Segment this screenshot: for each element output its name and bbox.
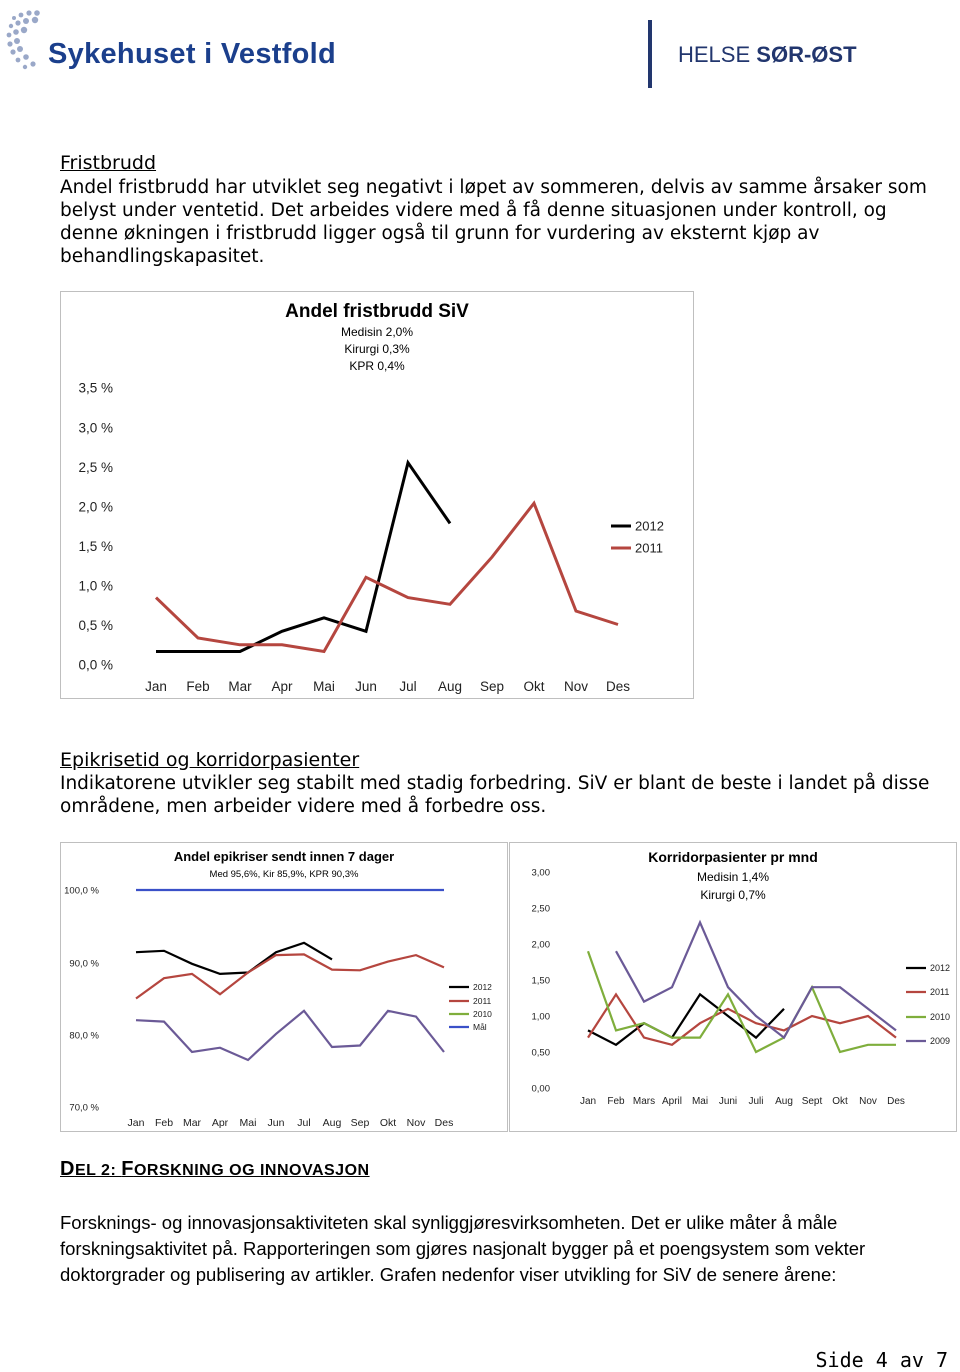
x-tick-label: Mai <box>313 679 335 694</box>
y-tick-label: 2,5 % <box>78 460 113 476</box>
x-tick-label: April <box>661 1096 683 1107</box>
y-tick-label: 90,0 % <box>69 958 99 970</box>
page-label: av <box>887 1348 936 1372</box>
chart-subtitle: Medisin 2,0% <box>340 325 414 339</box>
x-tick-label: Jan <box>579 1096 597 1107</box>
logo-text-helse: HELSE <box>678 42 751 67</box>
total-pages: 7 <box>935 1348 948 1372</box>
y-tick-label: 0,50 <box>531 1047 550 1059</box>
x-tick-label: Sep <box>350 1117 370 1129</box>
chart-subtitle: Med 95,6%, Kir 85,9%, KPR 90,3% <box>209 869 359 880</box>
legend-label: 2012 <box>473 981 492 992</box>
x-tick-label: Aug <box>322 1117 342 1129</box>
y-tick-label: 2,0 % <box>78 499 113 515</box>
x-tick-label: Des <box>887 1096 905 1107</box>
chart-korridorpasienter-svg <box>510 843 956 1131</box>
paragraph-line: områdene, men arbeider videre med å forbedre oss. <box>60 796 547 817</box>
chart-title: Korridorpasienter pr mnd <box>648 849 818 865</box>
x-tick-label: Mar <box>228 679 252 694</box>
series-line-unnamed <box>136 1011 444 1060</box>
legend-label: Mål <box>473 1021 487 1032</box>
helse-sor-ost-logo-text <box>678 42 857 68</box>
chart-subtitle: Kirurgi 0,3% <box>344 342 410 356</box>
x-tick-label: Jun <box>267 1117 285 1129</box>
x-tick-label: Des <box>605 679 631 694</box>
sykehuset-logo <box>4 4 344 76</box>
x-tick-label: Okt <box>379 1117 397 1129</box>
chart-epikriser-svg <box>61 843 507 1131</box>
y-tick-label: 3,5 % <box>78 380 113 396</box>
legend-label: 2012 <box>930 963 951 974</box>
series-line-2011 <box>136 954 444 998</box>
chart-subtitle: Kirurgi 0,7% <box>700 888 766 902</box>
y-tick-label: 0,0 % <box>78 657 113 673</box>
legend-label: 2011 <box>930 987 950 998</box>
logo-divider <box>648 20 652 88</box>
series-line-2012 <box>156 463 450 652</box>
page-label: Side <box>815 1348 876 1372</box>
y-tick-label: 1,5 % <box>78 539 113 555</box>
heading-text: EL 2: <box>74 1162 122 1179</box>
chart-subtitle: Medisin 1,4% <box>696 870 770 884</box>
page-number <box>816 1348 948 1372</box>
x-tick-label: Aug <box>437 679 463 694</box>
x-tick-label: Nov <box>563 679 589 694</box>
x-tick-label: Feb <box>154 1117 174 1129</box>
legend-label: 2011 <box>473 995 492 1006</box>
section-title-epikrisetid: Epikrisetid og korridorpasienter <box>60 749 360 771</box>
chart-title: Andel fristbrudd SiV <box>285 301 469 322</box>
chart-title: Andel epikriser sendt innen 7 dager <box>173 849 395 864</box>
paragraph-line: Indikatorene utvikler seg stabilt med stadig forbedring. SiV er blant de beste i landet på disse <box>60 773 930 794</box>
x-tick-label: Jun <box>355 679 377 694</box>
chart-fristbrudd <box>60 291 694 699</box>
heading-text: ORSKNING OG INNOVASJON <box>133 1162 370 1179</box>
x-tick-label: Des <box>434 1117 454 1129</box>
chart-epikriser <box>60 842 508 1132</box>
sykehuset-logo-text: Sykehuset i Vestfold <box>48 38 337 70</box>
paragraph-line: doktorgrader og publisering av artikler. Grafen nedenfor viser utvikling for SiV de senere årene: <box>60 1264 837 1285</box>
chart-subtitle: KPR 0,4% <box>349 359 405 373</box>
y-tick-label: 2,00 <box>531 939 550 951</box>
section-heading-del2 <box>60 1158 370 1181</box>
current-page: 4 <box>875 1348 888 1372</box>
section-text-epikrisetid <box>60 772 929 818</box>
x-tick-label: Mai <box>239 1117 257 1129</box>
x-tick-label: Feb <box>607 1096 625 1107</box>
section-title-fristbrudd: Fristbrudd <box>60 152 157 174</box>
x-tick-label: Okt <box>523 679 545 694</box>
x-tick-label: Apr <box>271 679 293 694</box>
legend-label: 2011 <box>635 540 663 556</box>
x-tick-label: Nov <box>859 1096 877 1107</box>
x-tick-label: Sept <box>801 1096 823 1107</box>
dot-pattern-icon <box>4 4 50 76</box>
x-tick-label: Okt <box>832 1096 848 1107</box>
x-tick-label: Mar <box>182 1117 202 1129</box>
y-tick-label: 1,0 % <box>78 578 113 594</box>
chart-fristbrudd-svg <box>61 292 693 698</box>
paragraph-line: Forsknings- og innovasjonsaktiviteten skal synliggjøresvirksomheten. Det er ulike måter å måle <box>60 1212 838 1233</box>
legend-label: 2010 <box>930 1012 951 1023</box>
series-line-2011 <box>156 503 618 651</box>
chart-korridorpasienter <box>509 842 957 1132</box>
x-tick-label: Mars <box>632 1096 656 1107</box>
y-tick-label: 2,50 <box>531 903 550 915</box>
y-tick-label: 0,5 % <box>78 618 113 634</box>
section-text-forskning <box>60 1210 865 1288</box>
x-tick-label: Apr <box>211 1117 229 1129</box>
x-tick-label: Jul <box>399 679 417 694</box>
heading-cap: D <box>60 1158 75 1180</box>
paragraph-line: behandlingskapasitet. <box>60 246 265 267</box>
x-tick-label: Juni <box>718 1096 738 1107</box>
y-tick-label: 70,0 % <box>69 1102 99 1114</box>
x-tick-label: Feb <box>186 679 210 694</box>
logo-text-sor-ost: SØR-ØST <box>756 42 857 67</box>
x-tick-label: Nov <box>406 1117 426 1129</box>
y-tick-label: 80,0 % <box>69 1030 99 1042</box>
x-tick-label: Jan <box>145 679 167 694</box>
y-tick-label: 100,0 % <box>64 885 99 897</box>
x-tick-label: Aug <box>775 1096 793 1107</box>
x-tick-label: Jul <box>297 1117 311 1129</box>
legend-label: 2009 <box>930 1036 951 1047</box>
y-tick-label: 1,00 <box>531 1011 550 1023</box>
y-tick-label: 0,00 <box>531 1083 550 1095</box>
paragraph-line: Andel fristbrudd har utviklet seg negativt i løpet av sommeren, delvis av samme årsaker som <box>60 177 927 198</box>
paragraph-line: belyst under ventetid. Det arbeides videre med å få denne situasjonen under kontroll, og <box>60 200 887 221</box>
paragraph-line: denne økningen i fristbrudd ligger også til grunn for vurdering av eksternt kjøp av <box>60 223 820 244</box>
x-tick-label: Sep <box>479 679 505 694</box>
series-line-2012 <box>136 943 332 974</box>
heading-cap: F <box>121 1158 134 1180</box>
y-tick-label: 3,0 % <box>78 420 113 436</box>
paragraph-line: forskningsaktivitet på. Rapporteringen som gjøres nasjonalt bygger på et poengsystem som vekter <box>60 1238 866 1259</box>
legend-label: 2012 <box>635 518 664 534</box>
section-text-fristbrudd <box>60 176 927 268</box>
y-tick-label: 3,00 <box>531 867 550 879</box>
x-tick-label: Jan <box>127 1117 145 1129</box>
legend-label: 2010 <box>473 1008 492 1019</box>
helse-sor-ost-logo <box>648 20 888 90</box>
y-tick-label: 1,50 <box>531 975 550 987</box>
x-tick-label: Juli <box>748 1096 764 1107</box>
x-tick-label: Mai <box>691 1096 709 1107</box>
